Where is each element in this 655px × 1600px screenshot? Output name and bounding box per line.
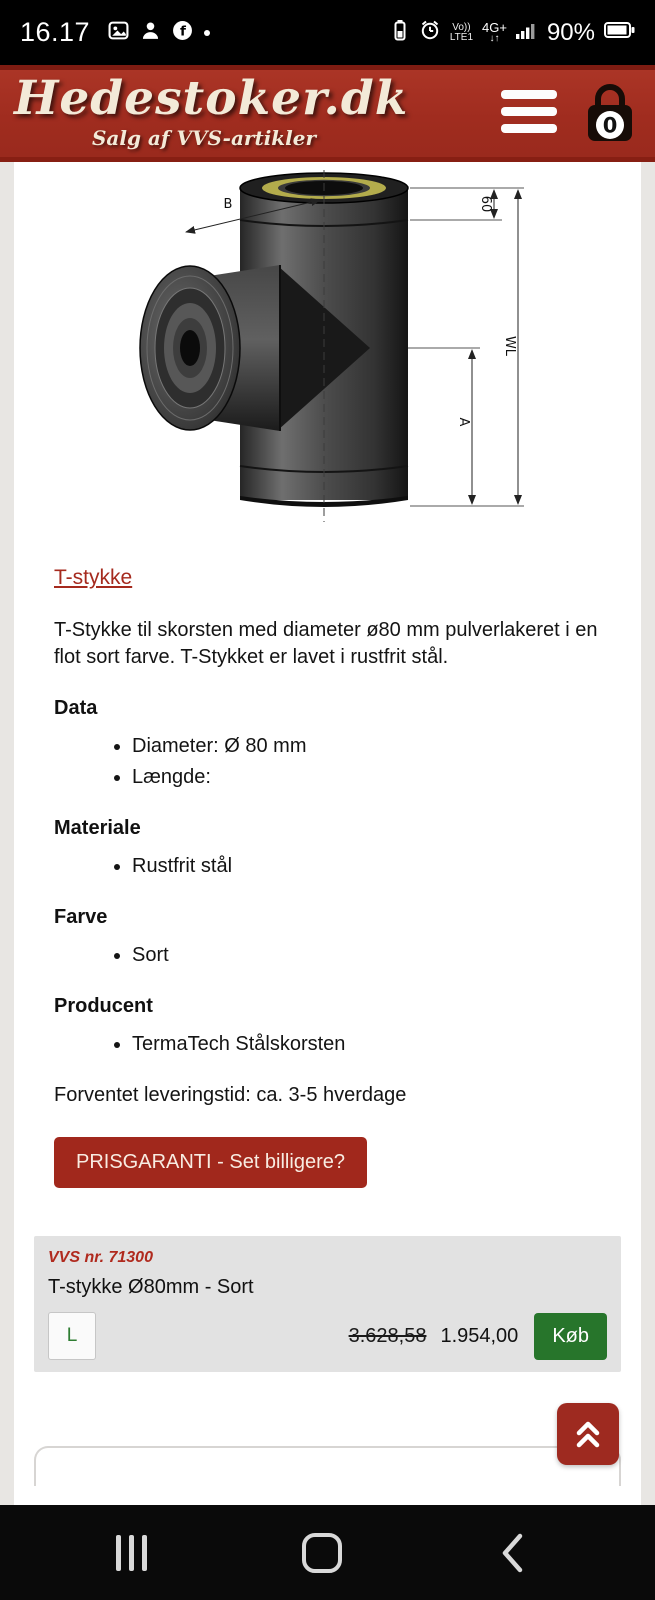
more-notifications-dot-icon [204,30,210,36]
offer-box [34,1236,621,1372]
sku-label: VVS nr. 71300 [48,1249,153,1266]
signal-strength-icon [516,21,536,44]
variant-button-l[interactable]: L [48,1312,96,1360]
battery-saver-icon [390,19,410,46]
product-image [128,170,528,547]
home-button[interactable] [302,1533,342,1573]
spec-item: • Længde: [132,762,621,793]
site-title: Hedestoker.dk [14,70,409,126]
image-notification-icon [108,20,129,46]
product-category-link[interactable]: T-stykke [54,566,133,589]
spec-item: • Sort [132,940,621,971]
old-price: 3.628,58 [348,1324,427,1347]
page-content [0,162,655,1505]
back-button[interactable] [497,1530,527,1576]
cart-count-badge: 0 [602,113,618,137]
offer-product-name: T-stykke Ø80mm - Sort [48,1276,254,1298]
cart-button[interactable] [581,81,639,143]
section-heading-data: Data [54,697,98,719]
android-navigation-bar [0,1505,655,1600]
delivery-time-text: Forventet leveringstid: ca. 3-5 hverdage [54,1084,407,1106]
spec-item: • Rustfrit stål [132,851,621,882]
site-header [0,65,655,162]
current-price: 1.954,00 [440,1324,519,1347]
system-status-icons [390,19,635,47]
alarm-icon [419,19,441,46]
network-type-indicator: 4G+ ↓↑ [482,20,507,44]
battery-percent: 90% [546,18,595,46]
next-product-card-stub [34,1446,621,1486]
back-chevron-icon [497,1530,527,1576]
site-tagline: Salg af VVS-artikler [91,125,317,150]
double-chevron-up-icon [570,1416,606,1452]
spec-item: • Diameter: Ø 80 mm [132,731,621,762]
shopping-bag-icon [581,81,639,143]
scroll-to-top-button[interactable] [557,1403,619,1465]
t-piece-technical-drawing [128,170,528,542]
site-logo[interactable] [14,70,501,150]
spec-item: • TermaTech Stålskorsten [132,1029,621,1060]
spec-list-materiale [34,851,621,882]
status-bar [0,0,655,65]
dim-label-b: B [223,197,232,212]
battery-icon [604,20,635,45]
price-guarantee-button[interactable]: PRISGARANTI - Set billigere? [54,1137,367,1188]
facebook-notification-icon [172,20,193,46]
spec-list-producent [34,1029,621,1060]
home-icon [302,1533,342,1573]
recent-apps-button[interactable] [116,1535,147,1571]
section-heading-farve: Farve [54,906,108,928]
clock: 16.17 [20,17,91,47]
section-heading-producent: Producent [54,995,153,1017]
spec-list-farve [34,940,621,971]
dim-label-wl: WL [501,335,517,357]
dim-label-a: A [455,417,471,427]
section-heading-materiale: Materiale [54,817,141,839]
spec-list-data [34,731,621,793]
person-notification-icon [140,20,161,46]
buy-button[interactable]: Køb [534,1313,607,1360]
notification-icons [108,20,210,46]
menu-button[interactable] [501,90,557,133]
offer-row [48,1312,607,1360]
dim-label-60: 60 [477,195,493,213]
product-description: T-Stykke til skorsten med diameter ø80 mm pulverlakeret i en flot sort farve. T-Stykket er lavet i rustfrit stål. [54,619,598,668]
recent-apps-icon [116,1535,147,1571]
product-card [14,162,641,1505]
volte-indicator: Vo)) LTE1 [449,21,474,43]
svg-text:f: f [180,23,187,40]
